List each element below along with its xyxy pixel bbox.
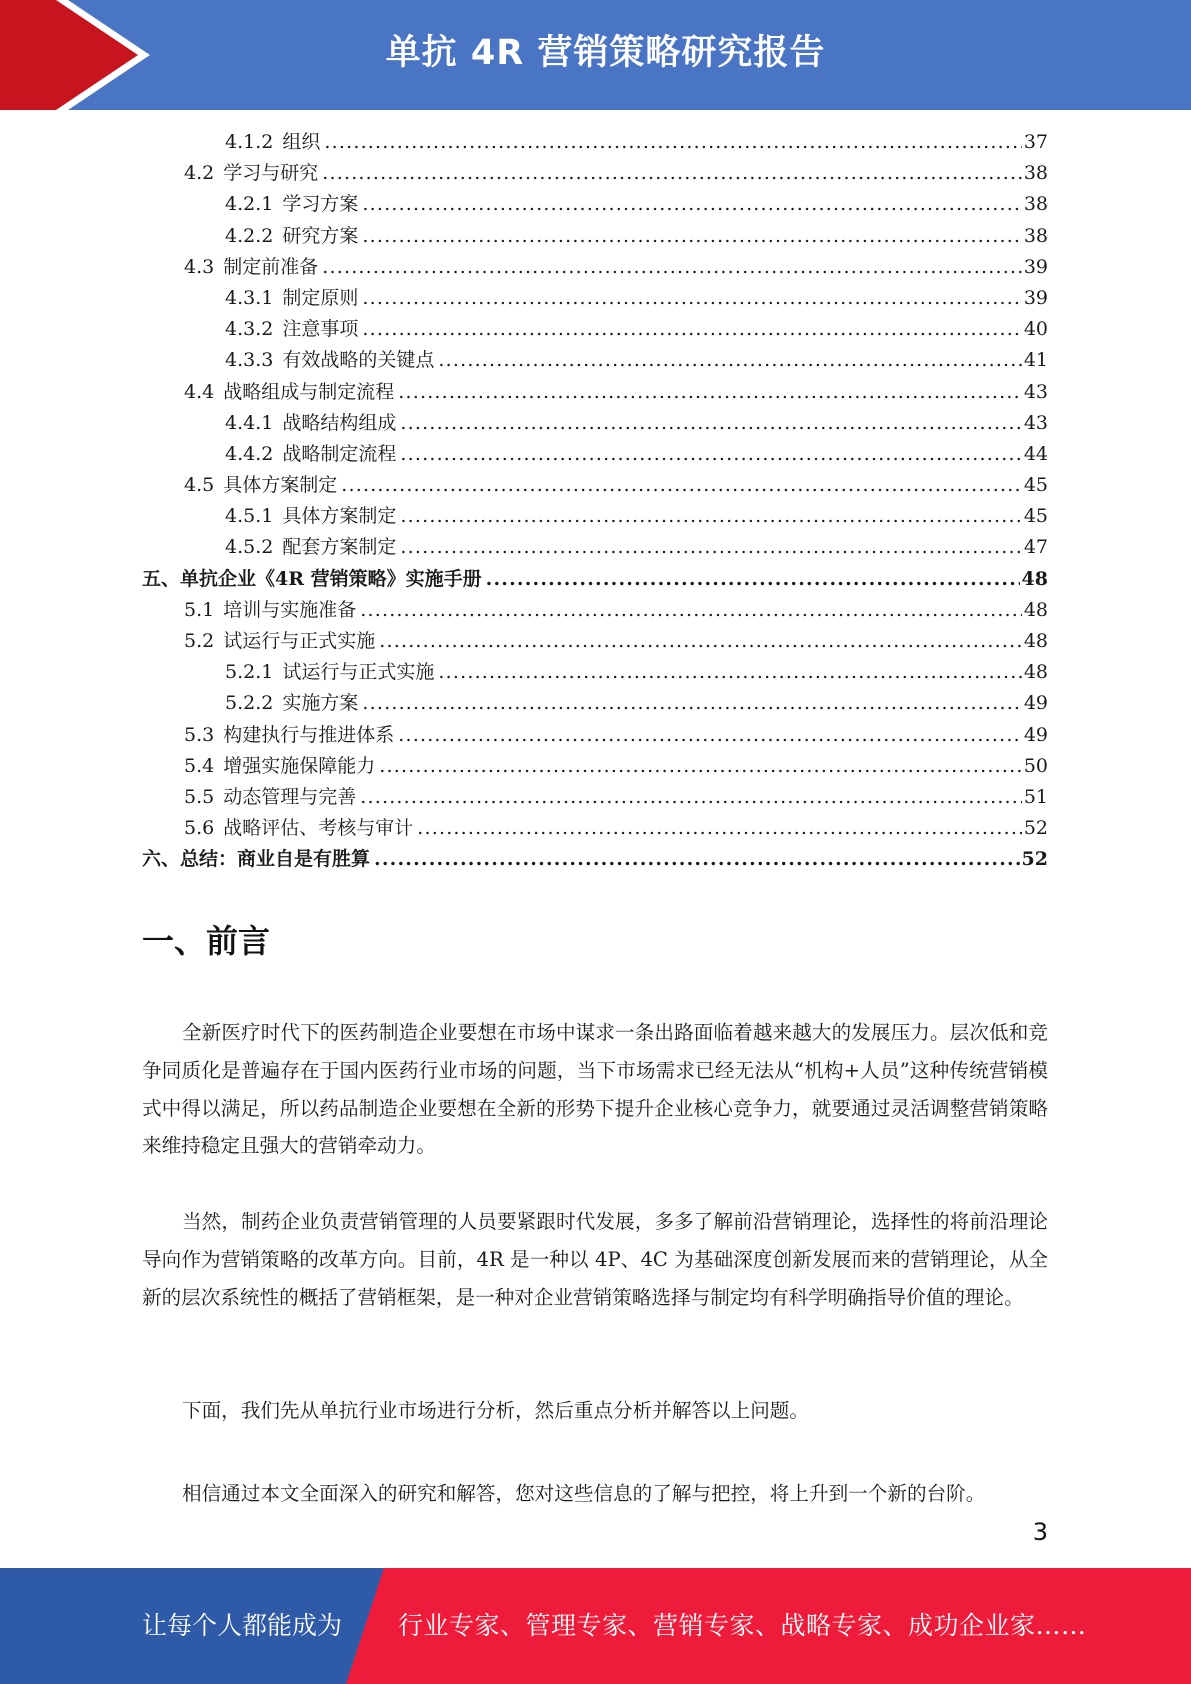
toc-entry-number: 4.2: [184, 162, 215, 185]
toc-entry-page: 40: [1023, 318, 1048, 341]
toc-dot-leader: [398, 377, 1022, 408]
toc-entry[interactable]: [142, 470, 1048, 501]
toc-entry-number: 4.3: [184, 255, 215, 278]
toc-entry-title: 增强实施保障能力: [223, 754, 376, 777]
toc-entry-page: 49: [1023, 692, 1048, 715]
toc-entry-title: 具体方案制定: [223, 474, 338, 497]
toc-entry-title: 有效战略的关键点: [282, 349, 435, 372]
toc-entry-number: 4.5.1: [225, 505, 274, 528]
toc-entry[interactable]: [142, 408, 1048, 439]
toc-dot-leader: [324, 127, 1021, 158]
toc-entry-page: 43: [1023, 411, 1048, 434]
toc-entry-title: 战略组成与制定流程: [223, 380, 395, 403]
toc-dot-leader: [362, 189, 1021, 220]
toc-entry-page: 48: [1023, 661, 1048, 684]
toc-entry-title: 动态管理与完善: [223, 785, 357, 808]
toc-entry-page: 43: [1023, 380, 1048, 403]
toc-entry-page: 39: [1023, 286, 1048, 309]
toc-entry-page: 47: [1023, 536, 1048, 559]
toc-entry-number: 5.6: [184, 817, 215, 840]
toc-entry[interactable]: [142, 844, 1048, 875]
toc-entry[interactable]: [142, 314, 1048, 345]
toc-entry[interactable]: [142, 532, 1048, 563]
toc-entry-number: 5.3: [184, 723, 215, 746]
toc-entry[interactable]: [142, 127, 1048, 158]
toc-entry[interactable]: [142, 564, 1048, 595]
toc-entry-title: 制定原则: [282, 286, 359, 309]
toc-entry[interactable]: [142, 626, 1048, 657]
toc-entry[interactable]: [142, 158, 1048, 189]
toc-entry-page: 44: [1023, 442, 1048, 465]
toc-entry[interactable]: [142, 720, 1048, 751]
toc-entry[interactable]: [142, 252, 1048, 283]
toc-entry-number: 4.3.1: [225, 286, 274, 309]
toc-entry-page: 38: [1023, 193, 1048, 216]
toc-entry-title: 具体方案制定: [282, 505, 397, 528]
footer-slogan-left: 让每个人都能成为: [142, 1611, 343, 1640]
toc-dot-leader: [362, 221, 1021, 252]
page-footer: [0, 1568, 1191, 1684]
toc-dot-leader: [362, 283, 1021, 314]
toc-entry[interactable]: [142, 221, 1048, 252]
footer-slogan-right: 行业专家、管理专家、营销专家、战略专家、成功企业家……: [398, 1611, 1087, 1640]
paragraph-2: 当然，制药企业负责营销管理的人员要紧跟时代发展，多多了解前沿营销理论，选择性的将前沿理论导向作为营销策略的改革方向。目前，4R 是一种以 4P、4C 为基础深度创新发展而来的营销理论，从全新的层次系统性的概括了营销框架，是一种对企业营销策略选择与制定均有科学明确指导价值的理论。: [142, 1210, 1048, 1309]
toc-entry-number: 4.4.2: [225, 442, 274, 465]
toc-entry-page: 37: [1023, 131, 1048, 153]
toc-entry-page: 49: [1023, 723, 1048, 746]
page-header: [0, 0, 1191, 110]
toc-entry[interactable]: [142, 813, 1048, 844]
toc-entry-title: 实施方案: [282, 692, 359, 715]
toc-entry-page: 48: [1023, 630, 1048, 652]
toc-entry-page: 50: [1023, 754, 1048, 777]
toc-entry[interactable]: [142, 283, 1048, 314]
toc-dot-leader: [400, 501, 1021, 532]
toc-entry-title: 培训与实施准备: [223, 598, 357, 621]
toc-entry-title: 试运行与正式实施: [282, 661, 435, 684]
toc-dot-leader: [438, 657, 1021, 688]
toc-dot-leader: [486, 564, 1020, 595]
toc-entry[interactable]: [142, 345, 1048, 376]
toc-dot-leader: [341, 470, 1022, 501]
toc-entry-title: 战略制定流程: [282, 442, 397, 465]
toc-entry-number: 4.3.3: [225, 349, 274, 372]
toc-entry[interactable]: [142, 439, 1048, 470]
toc-entry-title: 试运行与正式实施: [223, 630, 376, 652]
toc-dot-leader: [400, 408, 1021, 439]
toc-dot-leader: [362, 688, 1021, 719]
toc-entry[interactable]: [142, 657, 1048, 688]
toc-entry-page: 39: [1023, 255, 1048, 278]
toc-entry-title: 战略结构组成: [282, 411, 397, 434]
toc-entry-title: 注意事项: [282, 318, 359, 341]
toc-entry-number: 4.5: [184, 474, 215, 497]
toc-entry-title: 制定前准备: [223, 255, 319, 278]
toc-entry[interactable]: [142, 688, 1048, 719]
toc-entry-page: 38: [1023, 162, 1048, 185]
toc-dot-leader: [374, 844, 1020, 875]
toc-entry-title: 构建执行与推进体系: [223, 723, 395, 746]
toc-entry-title: 学习与研究: [223, 162, 319, 185]
toc-dot-leader: [438, 345, 1021, 376]
toc-entry-number: 5.2.2: [225, 692, 274, 715]
toc-entry-page: 51: [1023, 785, 1048, 808]
toc-entry-number: 5.2: [184, 630, 215, 652]
toc-entry-title: 组织: [282, 131, 321, 153]
section-title: 一、前言: [142, 922, 271, 960]
toc-entry-number: 4.1.2: [225, 131, 274, 153]
toc-entry-number: 4.5.2: [225, 536, 274, 559]
page-number: 3: [1032, 1518, 1048, 1546]
toc-entry-page: 41: [1023, 349, 1048, 372]
toc-entry-title: 学习方案: [282, 193, 359, 216]
toc-entry-title: 五、单抗企业《4R 营销策略》实施手册: [142, 567, 482, 590]
toc-dot-leader: [379, 751, 1022, 782]
toc-entry-number: 4.2.2: [225, 224, 274, 247]
toc-entry-page: 52: [1021, 848, 1048, 871]
toc-entry[interactable]: [142, 782, 1048, 813]
document-title: 单抗 4R 营销策略研究报告: [385, 33, 826, 73]
table-of-contents: [142, 127, 1048, 876]
toc-dot-leader: [400, 439, 1021, 470]
toc-entry-title: 战略评估、考核与审计: [223, 817, 414, 840]
toc-entry-page: 48: [1023, 598, 1048, 621]
toc-dot-leader: [360, 595, 1022, 626]
toc-entry-number: 5.5: [184, 785, 215, 808]
toc-entry-page: 45: [1023, 474, 1048, 497]
toc-entry[interactable]: [142, 751, 1048, 782]
toc-dot-leader: [362, 314, 1021, 345]
toc-entry[interactable]: [142, 501, 1048, 532]
toc-entry[interactable]: [142, 189, 1048, 220]
toc-entry[interactable]: [142, 595, 1048, 626]
paragraph-1: 全新医疗时代下的医药制造企业要想在市场中谋求一条出路面临着越来越大的发展压力。层次低和竞争同质化是普遍存在于国内医药行业市场的问题，当下市场需求已经无法从“机构+人员”这种传统营销模式中得以满足，所以药品制造企业要想在全新的形势下提升企业核心竞争力，就要通过灵活调整营销策略来维持稳定且强大的营销牵动力。: [142, 1021, 1048, 1158]
paragraph-3: 下面，我们先从单抗行业市场进行分析，然后重点分析并解答以上问题。: [182, 1399, 809, 1422]
toc-entry-number: 5.1: [184, 598, 215, 621]
toc-entry-title: 配套方案制定: [282, 536, 397, 559]
toc-entry-page: 52: [1023, 817, 1048, 840]
toc-dot-leader: [322, 252, 1022, 283]
toc-entry-title: 研究方案: [282, 224, 359, 247]
toc-dot-leader: [417, 813, 1022, 844]
toc-entry-page: 48: [1021, 567, 1048, 590]
toc-entry-page: 45: [1023, 505, 1048, 528]
toc-entry-page: 38: [1023, 224, 1048, 247]
toc-entry-number: 4.4: [184, 380, 215, 403]
toc-dot-leader: [398, 720, 1022, 751]
toc-entry-number: 4.4.1: [225, 411, 274, 434]
toc-dot-leader: [379, 626, 1022, 657]
toc-dot-leader: [322, 158, 1022, 189]
toc-entry-number: 5.4: [184, 754, 215, 777]
toc-entry-number: 4.3.2: [225, 318, 274, 341]
toc-entry[interactable]: [142, 377, 1048, 408]
toc-entry-number: 4.2.1: [225, 193, 274, 216]
paragraph-4: 相信通过本文全面深入的研究和解答，您对这些信息的了解与把控，将上升到一个新的台阶。: [182, 1482, 986, 1505]
toc-entry-number: 5.2.1: [225, 661, 274, 684]
toc-dot-leader: [360, 782, 1022, 813]
toc-entry-title: 六、总结：商业自是有胜算: [142, 848, 371, 871]
toc-dot-leader: [400, 532, 1021, 563]
